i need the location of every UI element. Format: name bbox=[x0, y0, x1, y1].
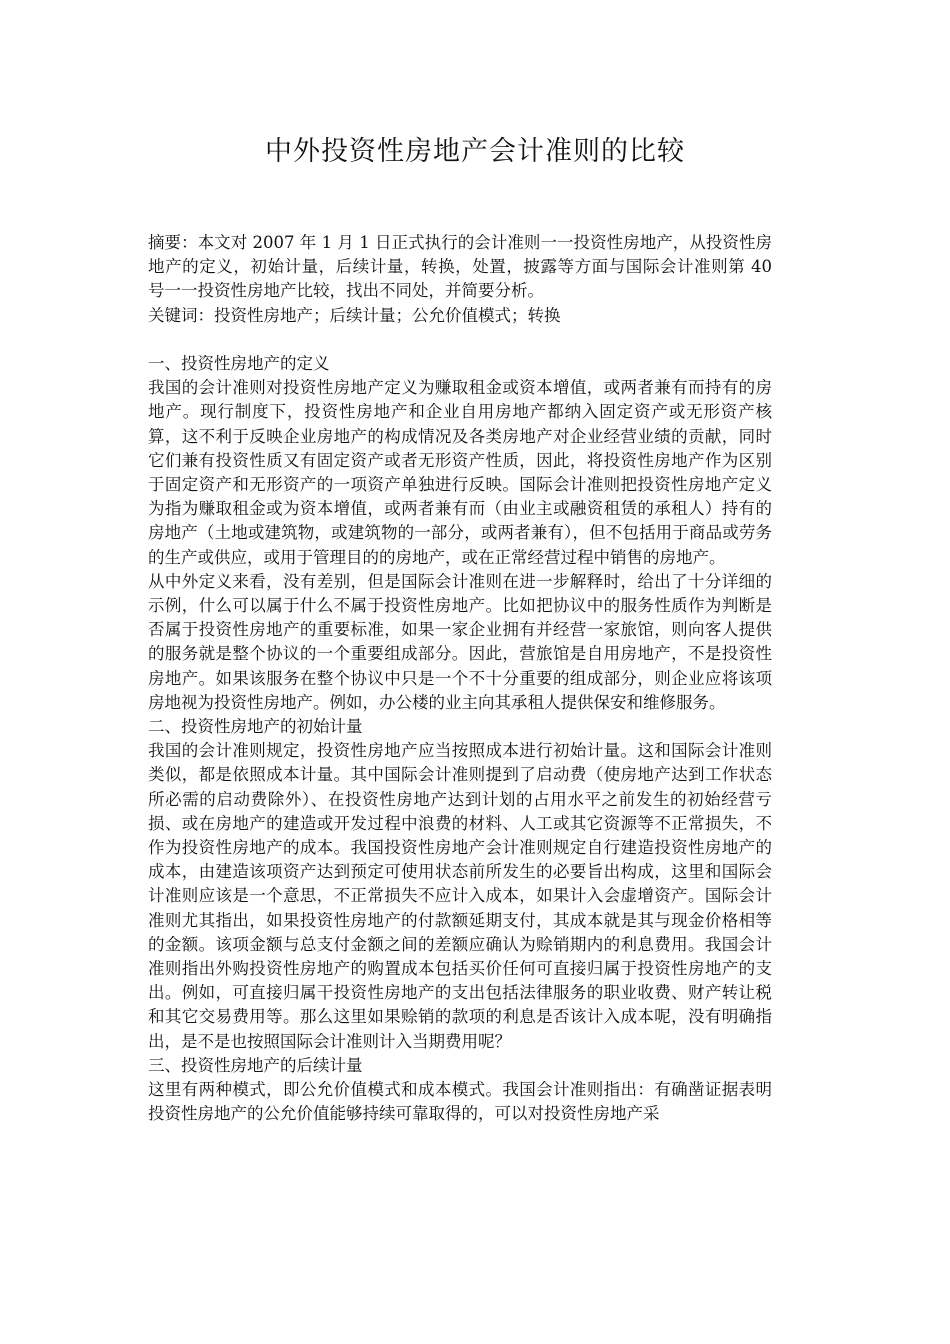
section-subsequent-measurement bbox=[148, 1054, 772, 1127]
section-definition bbox=[148, 352, 772, 715]
document-title: 中外投资性房地产会计准则的比较 bbox=[265, 136, 685, 167]
body-paragraph: 我国的会计准则规定，投资性房地产应当按照成本进行初始计量。这和国际会计准则类似，都是依照成本计量。其中国际会计准则提到了启动费（使房地产达到工作状态所必需的启动费除外）、在投资性房地产达到计划的占用水平之前发生的初始经营亏损、或在房地产的建造或开发过程中浪费的材料、人工或其它资源等不正常损失，不作为投资性房地产的成本。我国投资性房地产会计准则规定自行建造投资性房地产的成本，由建造该项资产达到预定可使用状态前所发生的必要旨出构成，这里和国际会计准则应该是一个意思，不正常损失不应计入成本，如果计入会虚增资产。国际会计准则尤其指出，如果投资性房地产的付款额延期支付，其成本就是其与现金价格相等的金额。该项金额与总支付金额之间的差额应确认为赊销期内的利息费用。我国会计准则指出外购投资性房地产的购置成本包括买价任何可直接归属于投资性房地产的支出。例如，可直接归属干投资性房地产的支出包括法律服务的职业收费、财产转让税和其它交易费用等。那么这里如果赊销的款项的利息是否该计入成本呢，没有明确指出，是不是也按照国际会计准则计入当期费用呢？ bbox=[148, 741, 772, 1051]
blank-line bbox=[148, 328, 772, 352]
section-heading: 二、投资性房地产的初始计量 bbox=[148, 717, 363, 737]
body-paragraph: 我国的会计准则对投资性房地产定义为赚取租金或资本增值，或两者兼有而持有的房地产。现行制度下，投资性房地产和企业自用房地产都纳入固定资产或无形资产核算，这不利于反映企业房地产的构成情况及各类房地产对企业经营业绩的贡献，同时它们兼有投资性质又有固定资产或者无形资产性质，因此，将投资性房地产作为区别于固定资产和无形资产的一项资产单独进行反映。国际会计准则把投资性房地产定义为指为赚取租金或为资本增值，或两者兼有而（由业主或融资租赁的承租人）持有的房地产（土地或建筑物，或建筑物的一部分，或两者兼有），但不包括用于商品或劳务的生产或供应，或用于管理目的的房地产，或在正常经营过程中销售的房地产。 bbox=[148, 378, 772, 567]
document-body bbox=[148, 231, 772, 1127]
body-paragraph: 这里有两种模式，即公允价值模式和成本模式。我国会计准则指出：有确凿证据表明投资性房地产的公允价值能够持续可靠取得的，可以对投资性房地产采 bbox=[148, 1080, 772, 1124]
body-paragraph: 从中外定义来看，没有差别，但是国际会计准则在进一步解释时，给出了十分详细的示例，什么可以属于什么不属于投资性房地产。比如把协议中的服务性质作为判断是否属于投资性房地产的重要标准，如果一家企业拥有并经营一家旅馆，则向客人提供的服务就是整个协议的一个重要组成部分。因此，营旅馆是自用房地产，不是投资性房地产。如果该服务在整个协议中只是一个不十分重要的组成部分，则企业应将该项房地视为投资性房地产。例如，办公楼的业主向其承租人提供保安和维修服务。 bbox=[148, 571, 772, 712]
abstract-paragraph: 摘要：本文对 2007 年 1 月 1 日正式执行的会计准则一一投资性房地产，从投资性房地产的定义，初始计量，后续计量，转换，处置，披露等方面与国际会计准则第 40 号一一投资性房地产比较，找出不同处，并简要分析。 bbox=[148, 233, 772, 301]
section-initial-measurement bbox=[148, 715, 772, 1054]
keywords-line: 关键词：投资性房地产；后续计量；公允价值模式；转换 bbox=[148, 305, 561, 325]
section-heading: 三、投资性房地产的后续计量 bbox=[148, 1055, 363, 1075]
section-heading: 一、投资性房地产的定义 bbox=[148, 354, 330, 373]
